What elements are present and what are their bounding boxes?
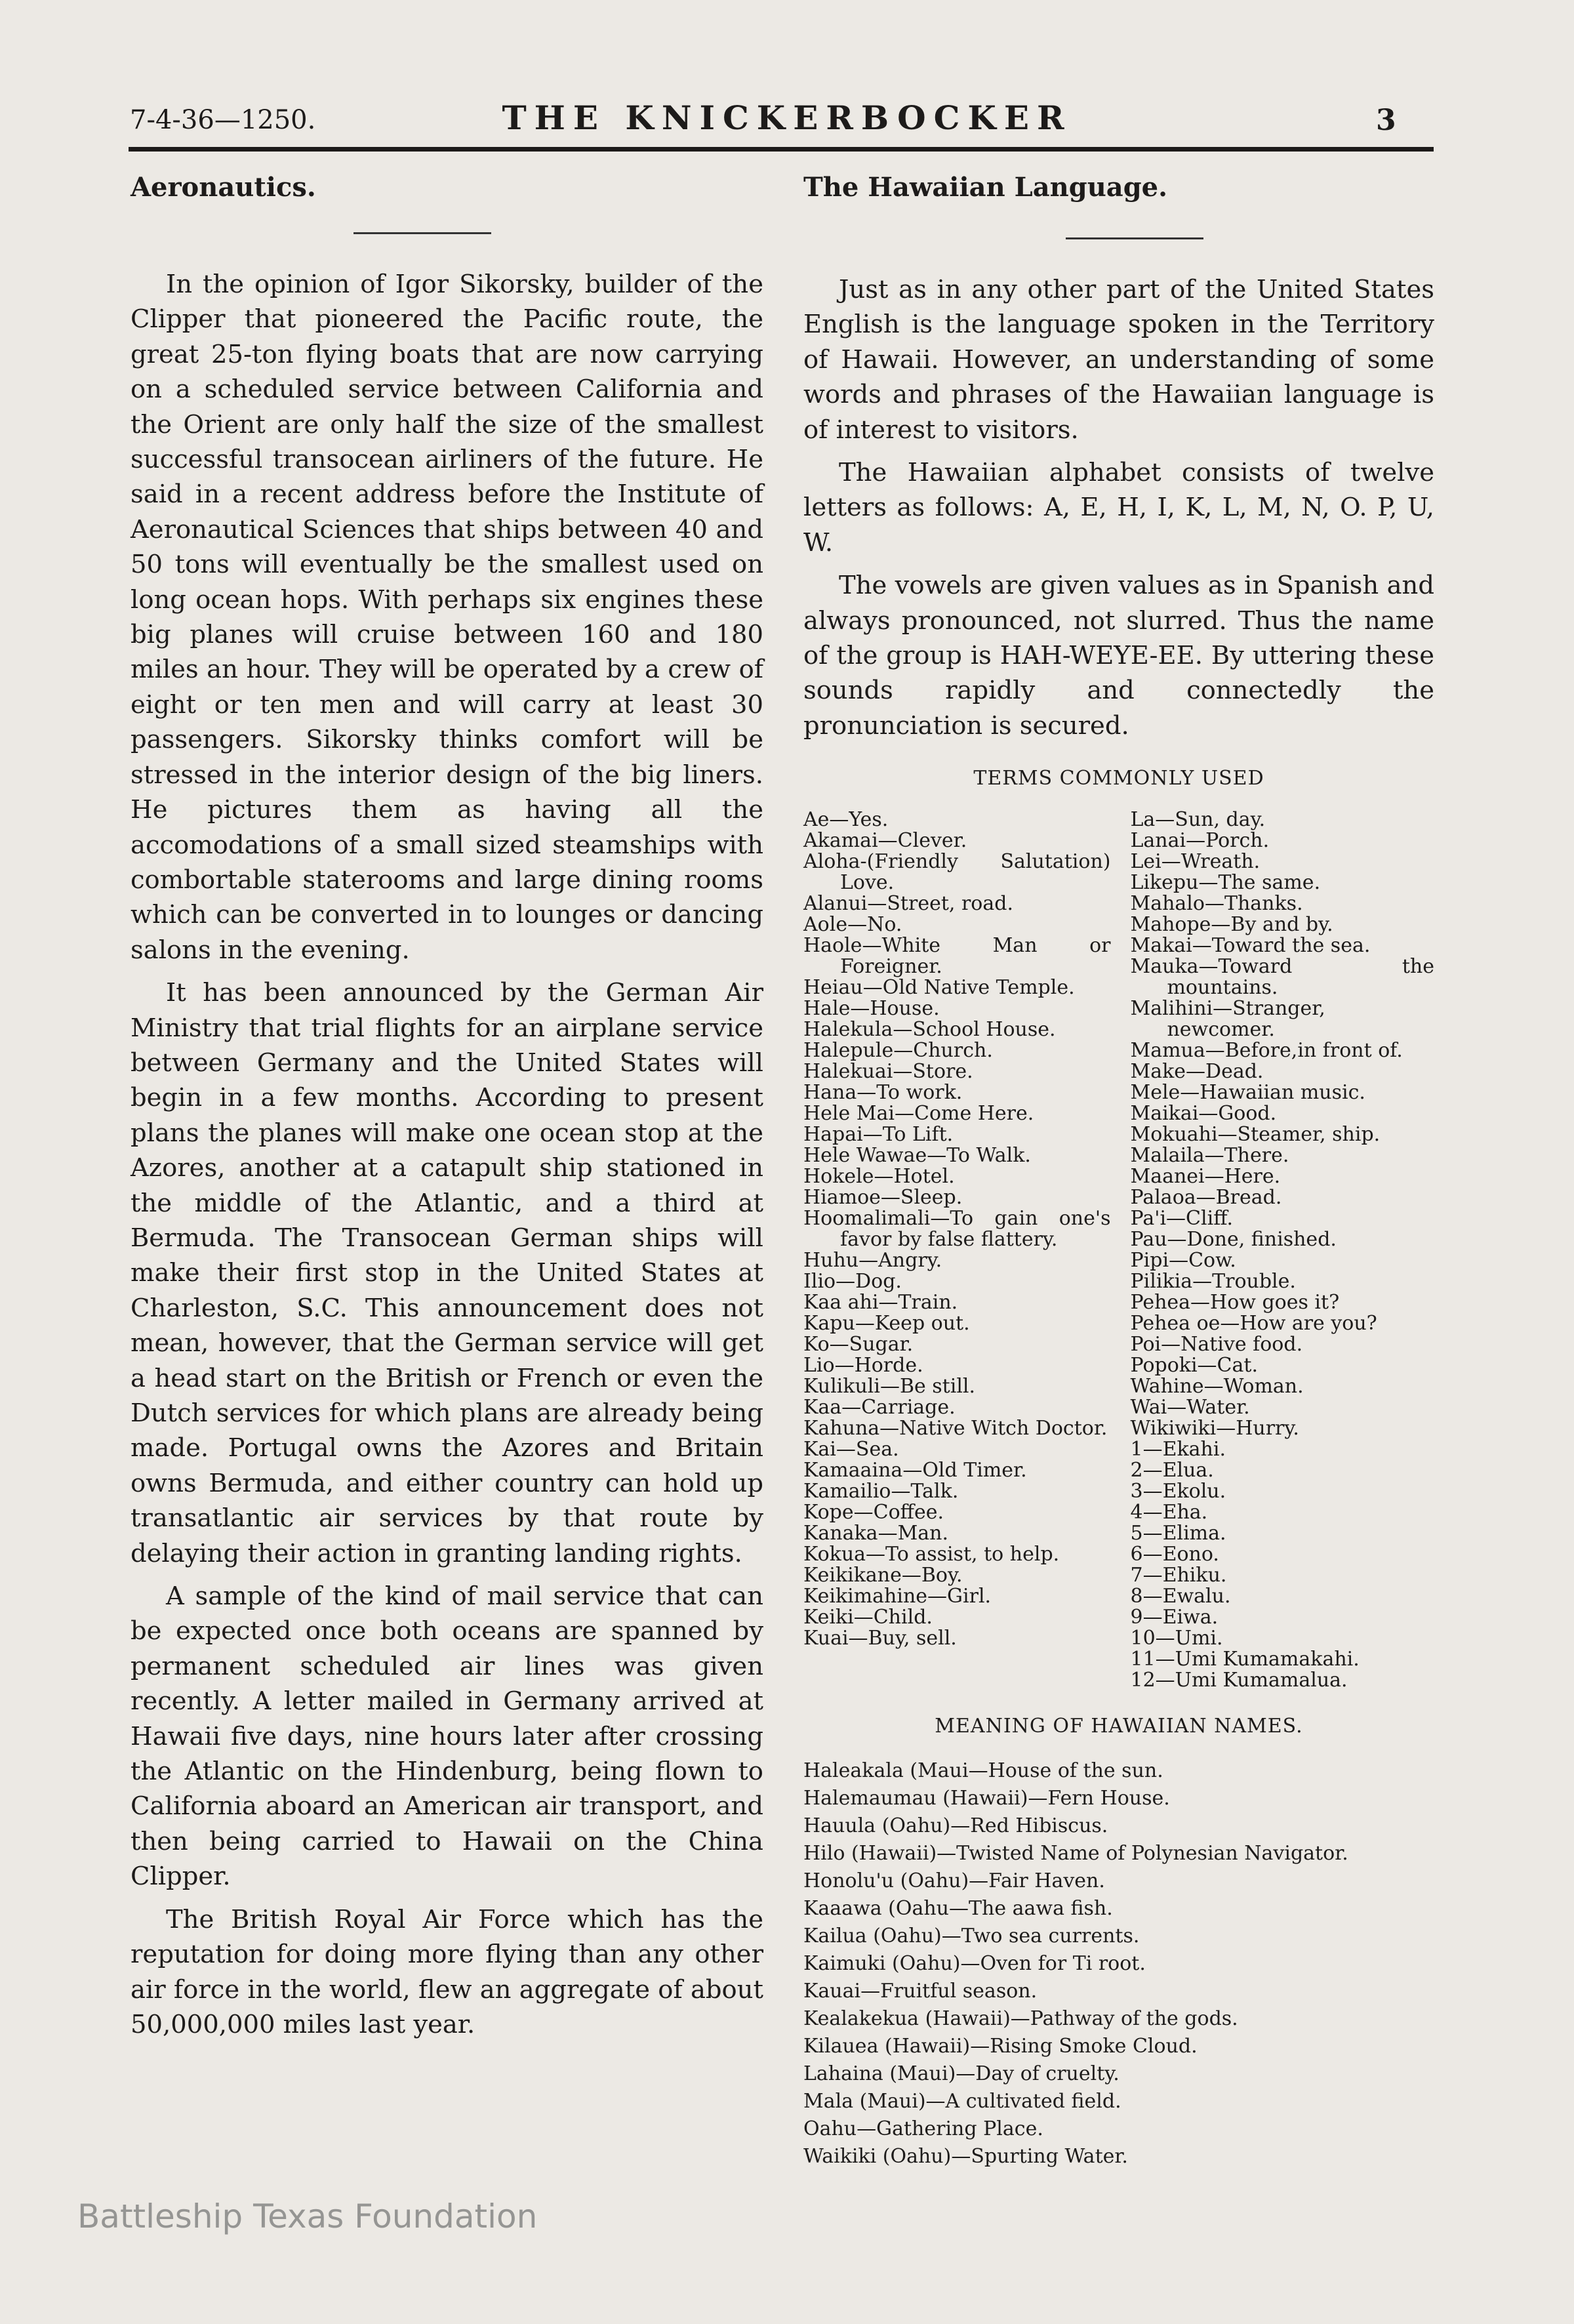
list-item: Pilikia—Trouble.	[1130, 1270, 1296, 1294]
list-item: Poi—Native food.	[1130, 1333, 1303, 1356]
list-item: Haleakala (Maui—House of the sun.	[803, 1759, 1163, 1783]
paragraph: The vowels are given values as in Spanish and always pronounced, not slurred. Thus the name of the group is HAH-WEYE-EE. By uttering these sounds rapidly and connectedly the pronunciation is secured.	[803, 571, 1434, 741]
list-item: Hapai—To Lift.	[803, 1123, 954, 1147]
header-rule	[129, 147, 1434, 152]
list-item: 3—Ekolu.	[1130, 1480, 1226, 1503]
list-item: Popoki—Cat.	[1130, 1354, 1258, 1377]
list-item: Hele Wawae—To Walk.	[803, 1144, 1031, 1168]
list-item: Kokua—To assist, to help.	[803, 1543, 1060, 1566]
terms-list	[803, 809, 1434, 1691]
paragraph: It has been announced by the German Air Ministry that trial flights for an airplane service between Germany and the United States will begin in a few months. According to present plans the planes will make one ocean stop at the Azores, another at a catapult ship stationed in the middle of the Atlantic, and a third at Bermuda. The Transocean German ships will make their first stop in the United States at Charleston, S.C. This announcement does not mean, however, that the German service will get a head start on the British or French or even the Dutch services for which plans are already being made. Portugal owns the Azores and Britain owns Bermuda, and either country can hold up transatlantic air services by that route by delaying their action in granting landing rights.	[131, 978, 763, 1568]
page-number: 3	[1376, 104, 1396, 137]
names-heading: MEANING OF HAWAIIAN NAMES.	[935, 1715, 1303, 1738]
publication-title: THE KNICKERBOCKER	[502, 98, 1072, 137]
list-item: Pehea—How goes it?	[1130, 1291, 1340, 1315]
list-item: Kaa—Carriage.	[803, 1396, 956, 1419]
list-item: 7—Ehiku.	[1130, 1564, 1227, 1587]
list-item: Keiki—Child.	[803, 1606, 933, 1629]
list-item: Kahuna—Native Witch Doctor.	[803, 1417, 1108, 1440]
list-item: Honolu'u (Oahu)—Fair Haven.	[803, 1869, 1105, 1893]
list-item: Hiamoe—Sleep.	[803, 1186, 963, 1210]
list-item: Ae—Yes.	[803, 808, 889, 832]
list-item: Haole—White Man or Foreigner.	[803, 934, 1111, 979]
list-item: Heiau—Old Native Temple.	[803, 976, 1075, 1000]
paragraph: In the opinion of Igor Sikorsky, builder of the Clipper that pioneered the Pacific route, the great 25-ton flying boats that are now carrying on a scheduled service between California and the Orient are only half the size of the smallest successful transocean airliners of the future. He said in a recent address before the Institute of Aeronautical Sciences that ships between 40 and 50 tons will eventually be the smallest used on long ocean hops. With perhaps six engines these big planes will cruise between 160 and 180 miles an hour. They will be operated by a crew of eight or ten men and will carry at least 30 passengers. Sikorsky thinks comfort will be stressed in the interior design of the big liners. He pictures them as having all the accomodations of a small sized steamships with combortable staterooms and large dining rooms which can be converted in to lounges or dancing salons in the evening.	[131, 270, 763, 965]
list-item: Keikikane—Boy.	[803, 1564, 963, 1587]
list-item: Kealakekua (Hawaii)—Pathway of the gods.	[803, 2007, 1238, 2031]
list-item: Akamai—Clever.	[803, 829, 967, 853]
list-item: 9—Eiwa.	[1130, 1606, 1219, 1629]
list-item: Aole—No.	[803, 913, 902, 937]
names-list	[803, 1757, 1434, 2171]
list-item: Halemaumau (Hawaii)—Fern House.	[803, 1787, 1170, 1810]
list-item: Mamua—Before,in front of.	[1130, 1039, 1403, 1063]
list-item: Make—Dead.	[1130, 1060, 1264, 1084]
paragraph: The British Royal Air Force which has the reputation for doing more flying than any other air force in the world, flew an aggregate of about 50,000,000 miles last year.	[131, 1904, 763, 2039]
list-item: Kamailio—Talk.	[803, 1480, 959, 1503]
hawaiian-language-title: The Hawaiian Language.	[803, 172, 1168, 203]
list-item: 2—Elua.	[1130, 1459, 1214, 1482]
list-item: Maanei—Here.	[1130, 1165, 1281, 1189]
list-item: Kapu—Keep out.	[803, 1312, 970, 1335]
list-item: Kuai—Buy, sell.	[803, 1627, 957, 1650]
issue-code: 7-4-36—1250.	[130, 105, 316, 135]
list-item: Kaimuki (Oahu)—Oven for Ti root.	[803, 1952, 1146, 1976]
list-item: Kilauea (Hawaii)—Rising Smoke Cloud.	[803, 2035, 1198, 2058]
list-item: Pipi—Cow.	[1130, 1249, 1236, 1273]
list-item: Mala (Maui)—A cultivated field.	[803, 2090, 1121, 2113]
list-item: 6—Eono.	[1130, 1543, 1219, 1566]
list-item: Hele Mai—Come Here.	[803, 1102, 1034, 1126]
list-item: Malihini—Stranger, newcomer.	[1130, 997, 1325, 1042]
list-item: Halepule—Church.	[803, 1039, 993, 1063]
list-item: Halekuai—Store.	[803, 1060, 973, 1084]
terms-right-column	[1130, 809, 1434, 1691]
list-item: Oahu—Gathering Place.	[803, 2117, 1043, 2141]
list-item: Hauula (Oahu)—Red Hibiscus.	[803, 1814, 1108, 1838]
list-item: 11—Umi Kumamakahi.	[1130, 1648, 1360, 1671]
list-item: Keikimahine—Girl.	[803, 1585, 992, 1608]
right-column	[803, 172, 1434, 2171]
list-item: Makai—Toward the sea.	[1130, 934, 1371, 958]
left-column	[131, 172, 763, 2050]
list-item: Wai—Water.	[1130, 1396, 1250, 1419]
terms-left-column	[803, 809, 1110, 1691]
list-item: Hale—House.	[803, 997, 940, 1021]
list-item: La—Sun, day.	[1130, 808, 1266, 832]
list-item: Waikiki (Oahu)—Spurting Water.	[803, 2145, 1128, 2169]
list-item: Hokele—Hotel.	[803, 1165, 955, 1189]
list-item: Kaa ahi—Train.	[803, 1291, 958, 1315]
section-divider	[1066, 237, 1203, 239]
list-item: Malaila—There.	[1130, 1144, 1289, 1168]
list-item: 5—Elima.	[1130, 1522, 1226, 1545]
list-item: Pa'i—Cliff.	[1130, 1207, 1233, 1231]
list-item: 4—Eha.	[1130, 1501, 1208, 1524]
list-item: Kanaka—Man.	[803, 1522, 949, 1545]
section-divider	[353, 232, 491, 234]
list-item: Aloha-(Friendly Salutation) Love.	[803, 850, 1111, 895]
list-item: Hilo (Hawaii)—Twisted Name of Polynesian Navigator.	[803, 1842, 1348, 1865]
aeronautics-title: Aeronautics.	[131, 172, 316, 203]
list-item: Mauka—Toward the mountains.	[1130, 955, 1434, 1000]
list-item: Wikiwiki—Hurry.	[1130, 1417, 1299, 1440]
list-item: Wahine—Woman.	[1130, 1375, 1304, 1398]
list-item: Mele—Hawaiian music.	[1130, 1081, 1365, 1105]
list-item: Huhu—Angry.	[803, 1249, 942, 1273]
list-item: Kaaawa (Oahu—The aawa fish.	[803, 1897, 1113, 1921]
list-item: Kailua (Oahu)—Two sea currents.	[803, 1925, 1140, 1948]
list-item: 8—Ewalu.	[1130, 1585, 1231, 1608]
list-item: Mahalo—Thanks.	[1130, 892, 1303, 916]
list-item: 1—Ekahi.	[1130, 1438, 1226, 1461]
list-item: Alanui—Street, road.	[803, 892, 1013, 916]
list-item: 12—Umi Kumamalua.	[1130, 1669, 1348, 1692]
list-item: Pau—Done, finished.	[1130, 1228, 1337, 1252]
list-item: Lio—Horde.	[803, 1354, 923, 1377]
list-item: Lei—Wreath.	[1130, 850, 1261, 874]
list-item: Maikai—Good.	[1130, 1102, 1277, 1126]
list-item: Hana—To work.	[803, 1081, 963, 1105]
list-item: Mokuahi—Steamer, ship.	[1130, 1123, 1381, 1147]
list-item: Kope—Coffee.	[803, 1501, 944, 1524]
list-item: Kulikuli—Be still.	[803, 1375, 976, 1398]
list-item: 10—Umi.	[1130, 1627, 1223, 1650]
list-item: Hoomalimali—To gain one's favor by false flattery.	[803, 1207, 1111, 1252]
paragraph: A sample of the kind of mail service that can be expected once both oceans are spanned by permanent scheduled air lines was given recently. A letter mailed in Germany arrived at Hawaii five days, nine hours later after crossing the Atlantic on the Hindenburg, being flown to California aboard an American air transport, and then being carried to Hawaii on the China Clipper.	[131, 1581, 763, 1892]
list-item: Likepu—The same.	[1130, 871, 1321, 895]
list-item: Lahaina (Maui)—Day of cruelty.	[803, 2062, 1120, 2086]
list-item: Mahope—By and by.	[1130, 913, 1333, 937]
list-item: Halekula—School House.	[803, 1018, 1056, 1042]
list-item: Kamaaina—Old Timer.	[803, 1459, 1027, 1482]
list-item: Palaoa—Bread.	[1130, 1186, 1282, 1210]
list-item: Kauai—Fruitful season.	[803, 1980, 1038, 2003]
paragraph: The Hawaiian alphabet consists of twelve letters as follows: A, E, H, I, K, L, M, N, O. P, U, W.	[803, 458, 1434, 558]
list-item: Kai—Sea.	[803, 1438, 899, 1461]
watermark: Battleship Texas Foundation	[77, 2197, 538, 2235]
terms-heading: TERMS COMMONLY USED	[973, 767, 1264, 790]
list-item: Ilio—Dog.	[803, 1270, 902, 1294]
paragraph: Just as in any other part of the United States English is the language spoken in the Territory of Hawaii. However, an understanding of some words and phrases of the Hawaiian language is of interest to visitors.	[803, 275, 1434, 445]
list-item: Lanai—Porch.	[1130, 829, 1270, 853]
list-item: Ko—Sugar.	[803, 1333, 914, 1356]
list-item: Pehea oe—How are you?	[1130, 1312, 1377, 1335]
